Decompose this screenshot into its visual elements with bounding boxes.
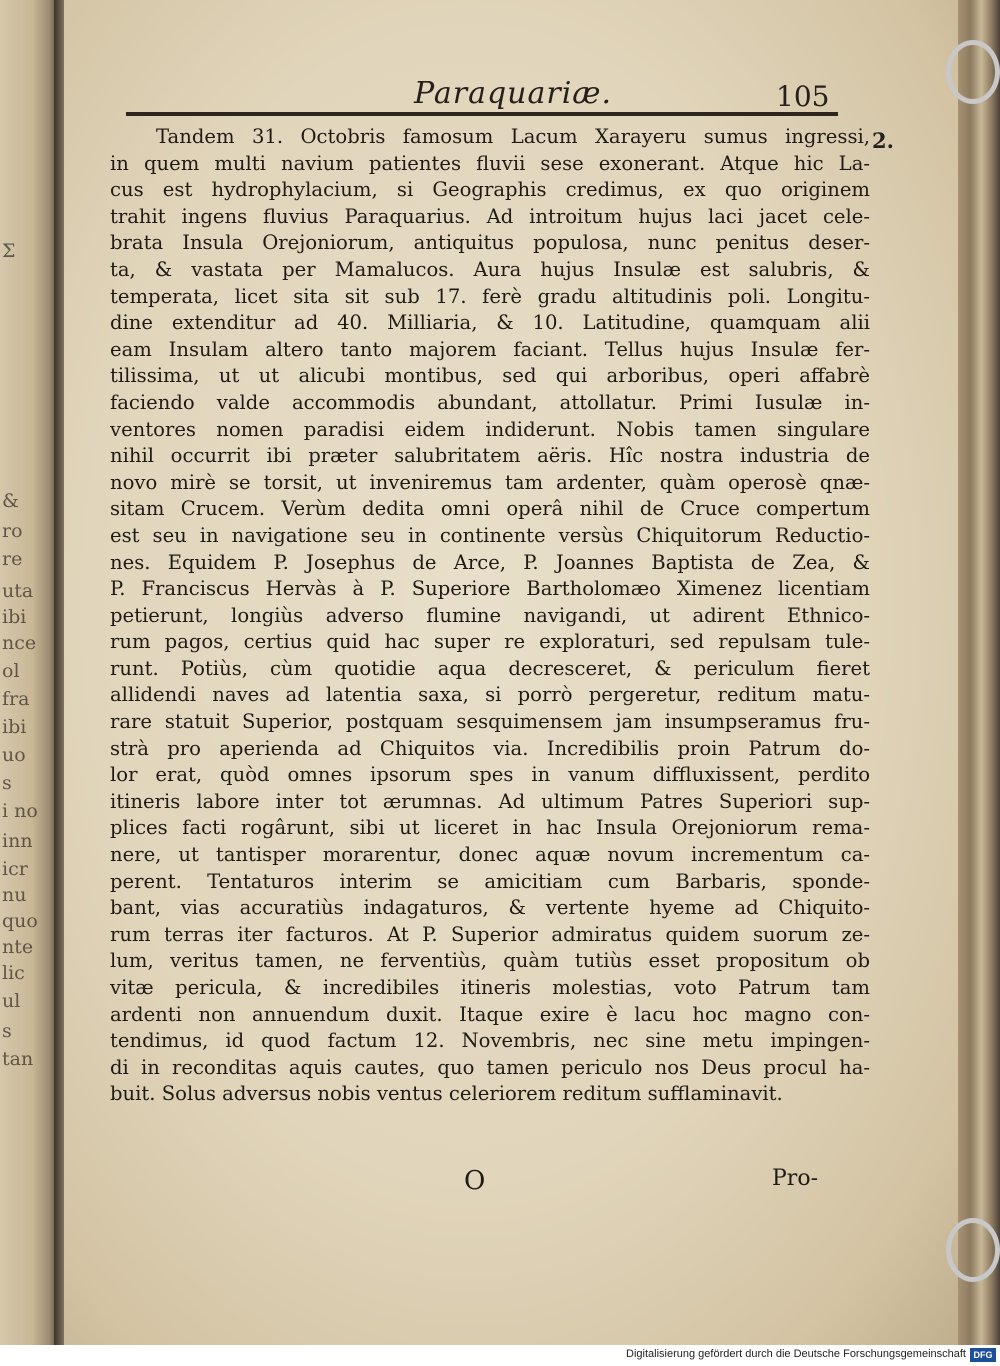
- text-line: tendimus, id quod factum 12. Novembris, nec sine metu impingen-: [110, 1029, 870, 1053]
- text-line: in quem multi navium patientes fluvii sese exonerant. Atque hic La-: [110, 151, 870, 175]
- text-line: vitæ pericula, & incredibiles itineris molestias, voto Patrum tam: [110, 976, 870, 999]
- text-line: lum, veritus tamen, ne ferventiùs, quàm tutiùs esset propositum ob: [110, 949, 870, 973]
- left-page-fragment: uta: [2, 580, 34, 602]
- left-page-fragment: i no: [2, 800, 38, 822]
- text-line: buit. Solus adversus nobis ventus celeriorem reditum sufflaminavit.: [110, 1082, 783, 1106]
- left-page-fragment: s: [2, 1020, 12, 1042]
- text-line: lor erat, quòd omnes ipsorum spes in vanum diffluxissent, perdito: [110, 763, 870, 787]
- text-line: bant, vias accuratiùs indagaturos, & vertente hyeme ad Chiquito-: [110, 896, 870, 920]
- left-page-fragment: tan: [2, 1048, 34, 1070]
- text-line: plices facti rogârunt, sibi ut liceret in hac Insula Orejoniorum rema-: [110, 816, 870, 840]
- text-line: ardenti non annuendum duxit. Itaque exire è lacu hoc magno con-: [110, 1002, 870, 1026]
- text-line: nere, ut tantisper morarentur, donec aquæ novum incrementum ca-: [110, 843, 870, 867]
- text-line: nihil occurrit ibi præter salubritatem aëris. Hîc nostra industria de: [110, 444, 870, 468]
- left-page-fragment: s: [2, 772, 12, 794]
- text-line: allidendi naves ad latentia saxa, si porrò pergeretur, reditum matu-: [110, 683, 870, 707]
- left-page-fragment: nu: [2, 884, 27, 906]
- left-page-fragment: Σ: [2, 240, 16, 262]
- text-line: runt. Potiùs, cùm quotidie aqua decresceret, & periculum fieret: [110, 656, 870, 680]
- text-line: nes. Equidem P. Josephus de Arce, P. Joannes Baptista de Zea, &: [110, 550, 870, 574]
- text-line: di in reconditas aquis cautes, quo tamen periculo nos Deus procul ha-: [110, 1055, 870, 1079]
- text-line: cus est hydrophylacium, si Geographis credimus, ex quo originem: [110, 178, 870, 202]
- text-line: brata Insula Orejoniorum, antiquitus populosa, nunc penitus deser-: [110, 231, 870, 255]
- left-page-fragment: &: [2, 490, 19, 512]
- left-page-fragment: ol: [2, 660, 20, 682]
- text-line: trahit ingens fluvius Paraquarius. Ad introitum hujus laci jacet cele-: [110, 204, 870, 228]
- right-page: [64, 0, 964, 1345]
- text-line: strà pro aperienda ad Chiquitos via. Incredibilis proin Patrum do-: [110, 736, 870, 760]
- left-page-fragment: lic: [2, 962, 25, 984]
- binding-ring-top: [946, 40, 1000, 104]
- digitization-credit: Digitalisierung gefördert durch die Deutsche Forschungsgemeinschaft: [626, 1348, 966, 1360]
- text-line: P. Franciscus Hervàs à P. Superiore Bartholomæo Ximenez licentiam: [110, 577, 870, 601]
- text-line: itineris labore inter tot ærumnas. Ad ultimum Patres Superiori sup-: [110, 789, 870, 813]
- binding-ring-bottom: [946, 1218, 1000, 1282]
- left-page-fragment: nce: [2, 632, 37, 654]
- running-title: Paraquariæ.: [414, 76, 613, 111]
- left-page-fragment: icr: [2, 858, 28, 880]
- text-line: eam Insulam altero tanto majorem faciant. Tellus hujus Insulæ fer-: [110, 337, 870, 361]
- text-line: ta, & vastata per Mamalucos. Aura hujus Insulæ est salubris, &: [110, 257, 870, 281]
- left-page-fragment: uo: [2, 744, 26, 766]
- digitization-footer: [0, 1345, 1000, 1366]
- left-page-fragment: fra: [2, 688, 30, 710]
- page-stack-edge: [958, 0, 1000, 1345]
- left-page-fragment: ul: [2, 990, 21, 1012]
- catchword: Pro-: [772, 1166, 818, 1191]
- text-line: rum pagos, certius quid hac super re exploraturi, sed repulsam tule-: [110, 630, 870, 654]
- text-line: perent. Tentaturos interim se amicitiam cum Barbaris, sponde-: [110, 869, 870, 893]
- dfg-logo: DFG: [970, 1348, 996, 1362]
- text-line: novo mirè se torsit, ut inveniremus tam ardenter, quàm operosè qnæ-: [110, 470, 870, 494]
- marginal-note: 2.: [872, 128, 894, 153]
- body-text: [110, 124, 870, 1108]
- left-page-fragment: ro: [2, 520, 23, 542]
- left-page-edge: [0, 0, 58, 1345]
- text-line: est seu in navigatione seu in continente versùs Chiquitorum Reductio-: [110, 523, 870, 547]
- left-page-fragment: inn: [2, 830, 33, 852]
- text-line: Tandem 31. Octobris famosum Lacum Xarayeru sumus ingressi,: [156, 125, 870, 148]
- text-line: rum terras iter facturos. At P. Superior admiratus quidem suorum ze-: [110, 922, 870, 946]
- text-line: tilissima, ut ut alicubi montibus, sed qui arboribus, operi affabrè: [110, 364, 870, 388]
- text-line: rare statuit Superior, postquam sesquimensem jam insumpseramus fru-: [110, 710, 870, 734]
- header-rule: [126, 112, 838, 116]
- text-line: petierunt, longiùs adverso flumine navigandi, ut adirent Ethnico-: [110, 603, 870, 627]
- text-line: sitam Crucem. Verùm dedita omni operâ nihil de Cruce compertum: [110, 497, 870, 521]
- signature-mark: O: [464, 1166, 486, 1196]
- left-page-fragment: re: [2, 548, 23, 570]
- left-page-fragment: nte: [2, 936, 34, 958]
- left-page-fragment: ibi: [2, 606, 27, 628]
- left-page-fragment: quo: [2, 910, 38, 932]
- text-line: temperata, licet sita sit sub 17. ferè gradu altitudinis poli. Longitu-: [110, 284, 870, 308]
- text-line: dine extenditur ad 40. Milliaria, & 10. Latitudine, quamquam alii: [110, 311, 870, 335]
- text-line: faciendo valde accommodis abundant, attollatur. Primi Iusulæ in-: [110, 390, 870, 414]
- left-page-fragment: ibi: [2, 716, 27, 738]
- page-number: 105: [776, 80, 830, 113]
- text-line: ventores nomen paradisi eidem indiderunt. Nobis tamen singulare: [110, 417, 870, 441]
